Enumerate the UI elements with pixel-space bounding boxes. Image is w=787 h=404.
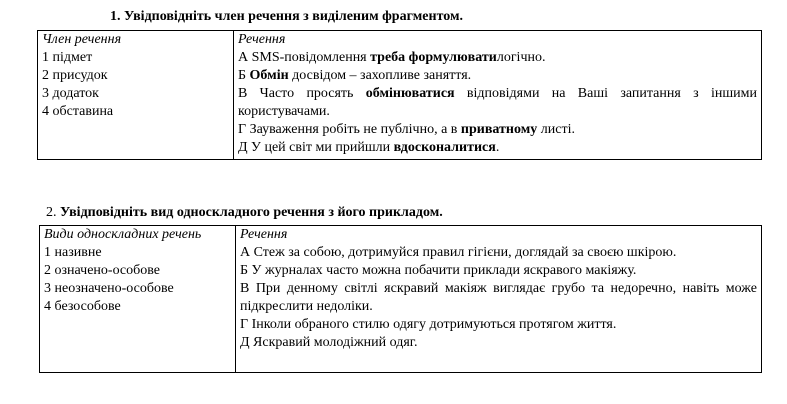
task1-table bbox=[37, 30, 762, 160]
task1-sentence-e: Д У цей світ ми прийшли вдосконалитися. bbox=[238, 140, 500, 155]
highlighted-fragment: вдосконалитися bbox=[393, 140, 496, 155]
task1-left-item: 4 обставина bbox=[42, 104, 114, 119]
task1-left-cell bbox=[38, 31, 234, 160]
task2-title-number: 2. bbox=[46, 205, 60, 220]
highlighted-fragment: приватному bbox=[460, 122, 538, 137]
task1-sentence-b: Б Обмін досвідом – захопливе заняття. bbox=[238, 68, 472, 83]
task2-sentence-a: А Стеж за собою, дотримуйся правил гігієни, доглядай за своєю шкірою. bbox=[240, 245, 677, 260]
highlighted-fragment: обмінюватися bbox=[365, 86, 455, 101]
task1-sentence-d: Г Зауваження робіть не публічно, а в приватному листі. bbox=[238, 122, 575, 137]
task2-title bbox=[46, 204, 443, 222]
task2-left-item: 4 безособове bbox=[44, 299, 121, 314]
task1-sentence-a: А SMS-повідомлення треба формулюватилогічно. bbox=[238, 50, 546, 65]
task1-left-item: 3 додаток bbox=[42, 86, 99, 101]
task2-sentence-e: Д Яскравий молодіжний одяг. bbox=[240, 335, 418, 350]
task2-sentence-b: Б У журналах часто можна побачити приклади яскравого макіяжу. bbox=[240, 263, 637, 278]
task2-table bbox=[39, 225, 762, 373]
task1-left-header: Член речення bbox=[42, 32, 122, 47]
task1-sentence-c: В Часто просять обмінюватися відповідями на Ваші запитання з іншими користувачами. bbox=[238, 86, 758, 119]
highlighted-fragment: Обмін bbox=[249, 68, 289, 83]
highlighted-fragment: треба формулювати bbox=[370, 50, 497, 65]
task1-right-header: Речення bbox=[238, 32, 286, 47]
task2-title-text: Увідповідніть вид односкладного речення з його прикладом. bbox=[60, 205, 443, 220]
task1-left-item: 2 присудок bbox=[42, 68, 108, 83]
task2-right-header: Речення bbox=[240, 227, 288, 242]
task2-sentence-c: В При денному світлі яскравий макіяж виглядає грубо та недоречно, навіть може підкреслити недоліки. bbox=[240, 281, 757, 314]
task1-left-item: 1 підмет bbox=[42, 50, 93, 65]
task1-right-cell bbox=[234, 31, 762, 160]
task2-sentence-d: Г Інколи обраного стилю одягу дотримуються протягом життя. bbox=[240, 317, 617, 332]
task2-left-header: Види односкладних речень bbox=[44, 227, 202, 242]
task2-left-item: 3 неозначено-особове bbox=[44, 281, 174, 296]
task2-left-cell bbox=[40, 226, 236, 373]
task2-left-item: 2 означено-особове bbox=[44, 263, 161, 278]
task1-title: 1. Увідповідніть член речення з виділеним фрагментом. bbox=[110, 9, 464, 24]
task2-right-cell bbox=[236, 226, 762, 373]
task2-left-item: 1 називне bbox=[44, 245, 102, 260]
